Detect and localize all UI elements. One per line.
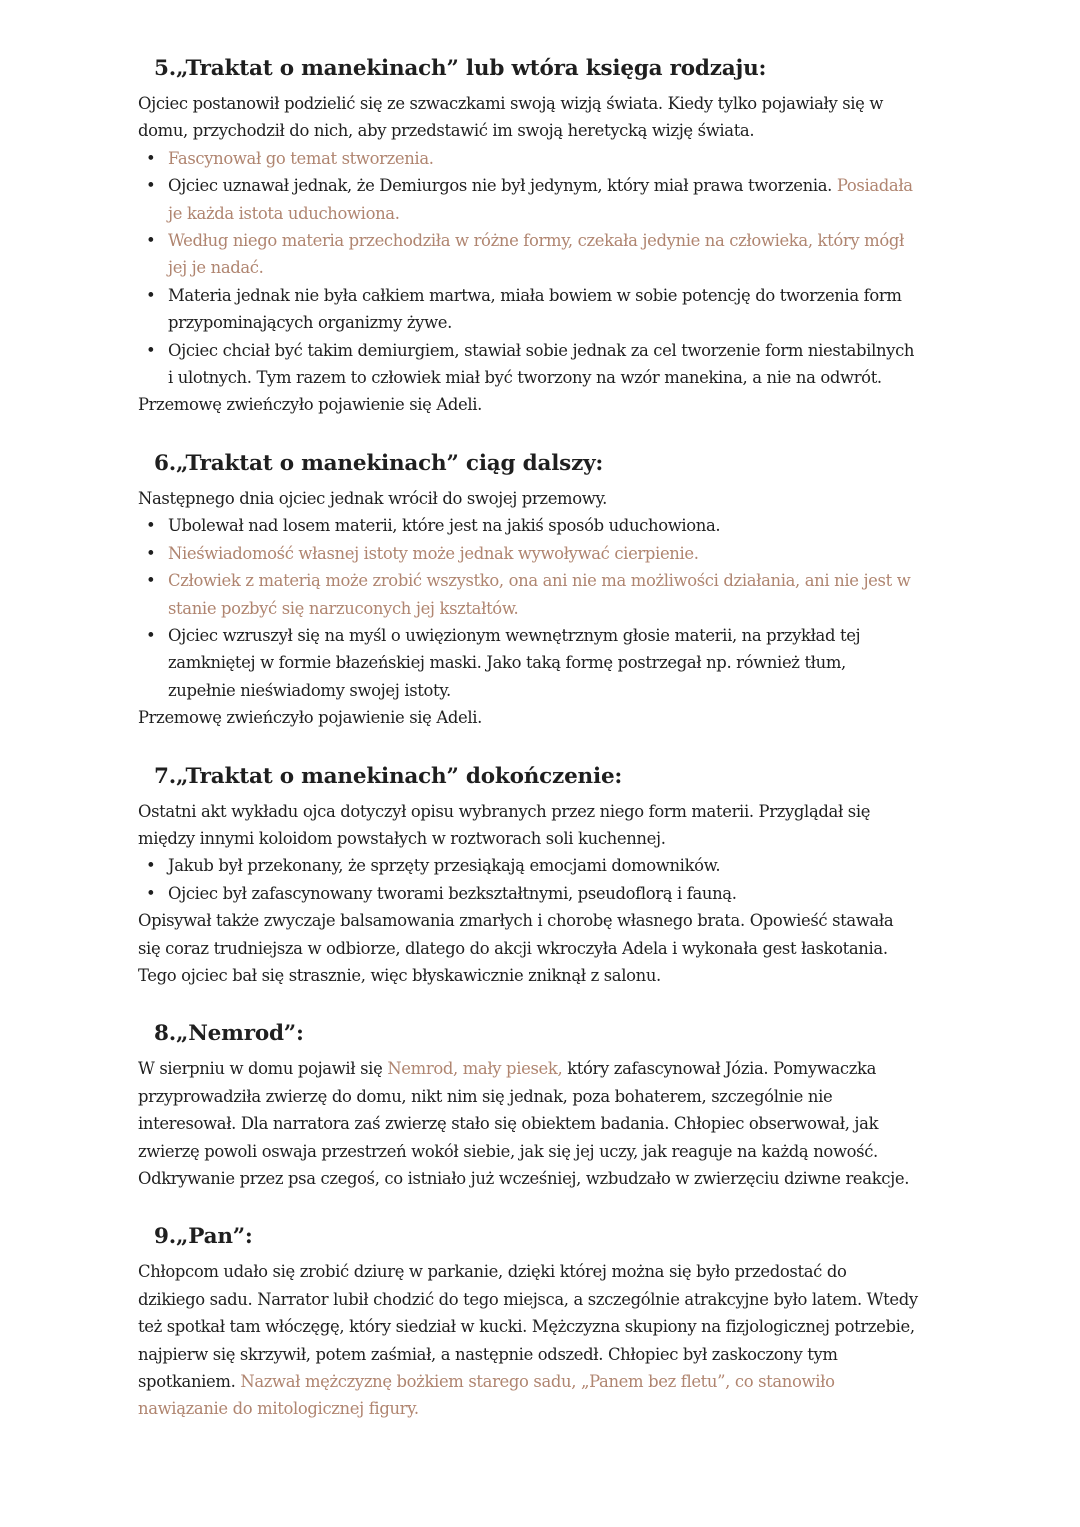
highlighted-text: Człowiek z materią może zrobić wszystko, ona ani nie ma możliwości działania, ani nie jest w stanie pozbyć się narzuconych jej kształtów.	[168, 571, 911, 618]
list-item-text: Ubolewał nad losem materii, które jest na jakiś sposób uduchowiona.	[168, 516, 721, 536]
paragraph-text: który zafascynował Józia. Pomywaczka przyprowadziła zwierzę do domu, nikt nim się jednak, poza bohaterem, szczególnie nie interesował. Dla narratora zaś zwierzę stało się obiektem badania. Chłopiec obserwował, jak zwierzę powoli oswaja przestrzeń wokół siebie, jak się jej uczy, jak reaguje na każdą nowość. Odkrywanie przez psa czegoś, co istniało już wcześniej, wzbudzało w zwierzęciu dziwne reakcje.	[138, 1059, 910, 1188]
paragraph: Przemowę zwieńczyło pojawienie się Adeli.	[138, 708, 483, 728]
paragraph	[138, 1258, 918, 1422]
list-item-text: Jakub był przekonany, że sprzęty przesiąkają emocjami domowników.	[168, 856, 721, 876]
paragraph	[138, 1055, 918, 1192]
section-9	[138, 1220, 918, 1422]
highlighted-text: Fascynował go temat stworzenia.	[168, 148, 434, 168]
paragraph-text: W sierpniu w domu pojawił się	[138, 1059, 383, 1079]
list-item	[138, 852, 918, 879]
list-item-text: Ojciec był zafascynowany tworami bezkształtnymi, pseudoflorą i fauną.	[168, 883, 737, 903]
section-8	[138, 1017, 918, 1192]
section-6	[138, 447, 918, 732]
highlighted-text: Nemrod, mały piesek,	[387, 1059, 563, 1079]
paragraph: Przemowę zwieńczyło pojawienie się Adeli.	[138, 395, 483, 415]
section-heading: 9.„Pan”:	[154, 1224, 253, 1250]
document-content	[138, 52, 918, 1451]
list-item	[138, 567, 918, 622]
paragraph-text: Chłopcom udało się zrobić dziurę w parkanie, dzięki której można się było przedostać do dzikiego sadu. Narrator lubił chodzić do tego miejsca, a szczególnie atrakcyjne było latem. Wtedy też spotkał tam włóczęgę, który siedział w kucki. Mężczyzna skupiony na fizjologicznej potrzebie, najpierw się skrzywił, potem zaśmiał, a następnie odszedł. Chłopiec był zaskoczony tym spotkaniem.	[138, 1262, 918, 1392]
paragraph: Opisywał także zwyczaje balsamowania zmarłych i chorobę własnego brata. Opowieść stawała się coraz trudniejsza w odbiorze, dlatego do akcji wkroczyła Adela i wykonała gest łaskotania. Tego ojciec bał się strasznie, więc błyskawicznie zniknął z salonu.	[138, 911, 894, 985]
list-item	[138, 282, 918, 337]
list-item-text: Materia jednak nie była całkiem martwa, miała bowiem w sobie potencję do tworzenia form przypominających organizmy żywe.	[168, 285, 902, 333]
bullet-list	[138, 512, 918, 704]
highlighted-text: Nieświadomość własnej istoty może jednak wywoływać cierpienie.	[168, 543, 699, 563]
list-item	[138, 172, 918, 227]
section-heading: 8.„Nemrod”:	[154, 1021, 304, 1047]
list-item	[138, 880, 918, 907]
section-5	[138, 52, 918, 419]
list-item	[138, 512, 918, 539]
highlighted-text: Nazwał mężczyznę bożkiem starego sadu, „Panem bez fletu”, co stanowiło nawiązanie do mitologicznej figury.	[138, 1372, 835, 1419]
paragraph: Ostatni akt wykładu ojca dotyczył opisu wybranych przez niego form materii. Przyglądał się między innymi koloidom powstałych w roztworach soli kuchennej.	[138, 801, 871, 848]
list-item	[138, 540, 918, 567]
list-item	[138, 145, 918, 172]
highlighted-text: Według niego materia przechodziła w różne formy, czekała jedynie na człowieka, który mógł jej je nadać.	[168, 231, 904, 278]
bullet-list	[138, 852, 918, 907]
list-item	[138, 227, 918, 282]
list-item	[138, 622, 918, 704]
list-item-text: Ojciec chciał być takim demiurgiem, stawiał sobie jednak za cel tworzenie form niestabilnych i ulotnych. Tym razem to człowiek miał być tworzony na wzór manekina, a nie na odwrót.	[168, 340, 915, 388]
section-heading: 6.„Traktat o manekinach” ciąg dalszy:	[154, 450, 604, 476]
list-item	[138, 337, 918, 392]
highlighted-text: Posiadała je każda istota uduchowiona.	[168, 176, 913, 223]
paragraph: Następnego dnia ojciec jednak wrócił do swojej przemowy.	[138, 488, 608, 508]
section-heading: 5.„Traktat o manekinach” lub wtóra księga rodzaju:	[154, 56, 767, 81]
list-item-text: Ojciec wzruszył się na myśl o uwięzionym wewnętrznym głosie materii, na przykład tej zamkniętej w formie błazeńskiej maski. Jako taką formę postrzegał np. również tłum, zupełnie nieświadomy swojej istoty.	[168, 625, 861, 700]
section-heading: 7.„Traktat o manekinach” dokończenie:	[154, 763, 623, 789]
paragraph: Ojciec postanowił podzielić się ze szwaczkami swoją wizją świata. Kiedy tylko pojawiały się w domu, przychodził do nich, aby przedstawić im swoją heretycką wizję świata.	[138, 94, 884, 141]
section-7	[138, 760, 918, 990]
list-item-text: Ojciec uznawał jednak, że Demiurgos nie był jedynym, który miał prawa tworzenia.	[168, 176, 832, 196]
bullet-list	[138, 145, 918, 392]
